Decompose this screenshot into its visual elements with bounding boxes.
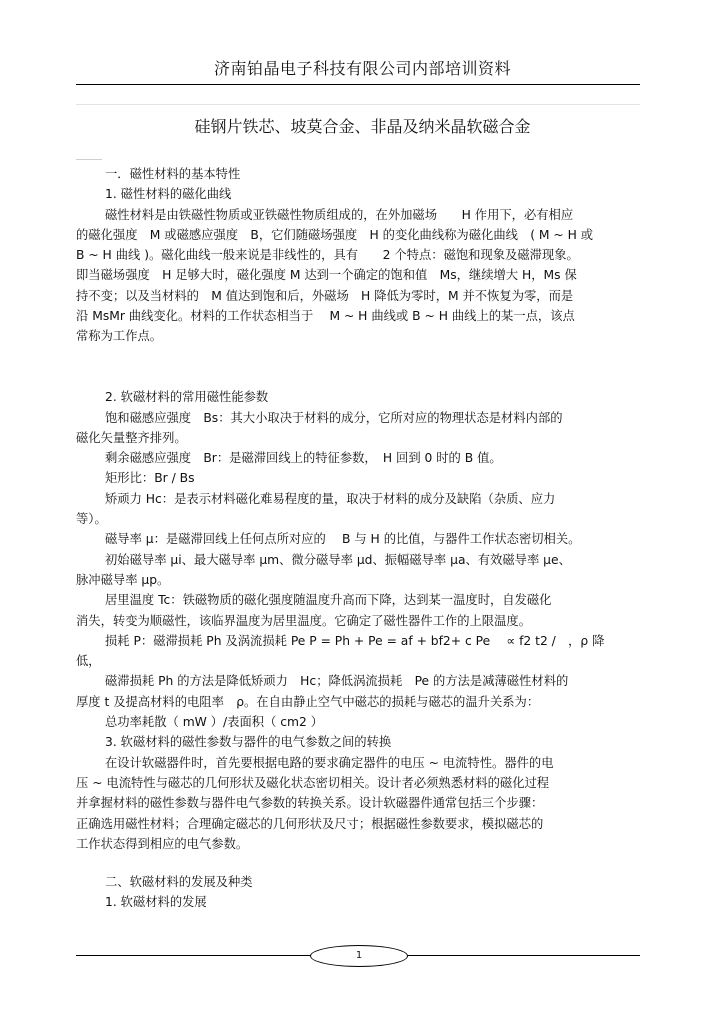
paragraph-line: 饱和磁感应强度 Bs：其大小取决于材料的成分，它所对应的物理状态是材料内部的 bbox=[105, 410, 563, 425]
paragraph-line: 在设计软磁器件时，首先要根据电路的要求确定器件的电压 ~ 电流特性。器件的电 bbox=[105, 755, 554, 770]
spacer bbox=[76, 854, 644, 872]
spacer bbox=[76, 347, 644, 388]
section-heading: 二、软磁材料的发展及种类 bbox=[105, 875, 253, 890]
paragraph-line: 磁化矢量整齐排列。 bbox=[76, 430, 187, 445]
section-heading: 一．磁性材料的基本特性 bbox=[105, 167, 241, 181]
paragraph-line: 磁性材料是由铁磁性物质或亚铁磁性物质组成的，在外加磁场 H 作用下，必有相应 bbox=[105, 207, 574, 222]
paragraph-line: 消失，转变为顺磁性，该临界温度为居里温度。它确定了磁性器件工作的上限温度。 bbox=[76, 613, 531, 628]
page-header-title: 济南铂晶电子科技有限公司内部培训资料 bbox=[213, 59, 511, 78]
subsection-heading: 2. 软磁材料的常用磁性能参数 bbox=[105, 390, 269, 405]
header-divider bbox=[76, 84, 640, 85]
paragraph-line: 低， bbox=[76, 654, 101, 669]
paragraph-line: 磁滞损耗 Ph 的方法是降低矫顽力 Hc；降低涡流损耗 Pe 的方法是减薄磁性材料的 bbox=[105, 674, 569, 689]
document-title: 硅钢片铁芯、坡莫合金、非晶及纳米晶软磁合金 bbox=[194, 117, 531, 136]
paragraph-line: B ~ H 曲线 )。磁化曲线一般来说是非线性的，具有 2 个特点：磁饱和现象及磁滞现象。 bbox=[76, 248, 579, 263]
paragraph-line: 正确选用磁性材料；合理确定磁芯的几何形状及尺寸；根据磁性参数要求，模拟磁芯的 bbox=[76, 816, 544, 831]
margin-mark bbox=[76, 159, 102, 160]
document-body bbox=[76, 164, 644, 913]
subsection-heading: 1. 软磁材料的发展 bbox=[105, 895, 207, 910]
paragraph-line: 厚度 t 及提高材料的电阻率 ρ。在自由静止空气中磁芯的损耗与磁芯的温升关系为： bbox=[76, 694, 540, 709]
paragraph-line: 磁导率 μ：是磁滞回线上任何点所对应的 B 与 H 的比值，与器件工作状态密切相关。 bbox=[105, 532, 581, 547]
paragraph-line: 初始磁导率 μi、最大磁导率 μm、微分磁导率 μd、振幅磁导率 μa、有效磁导率 μe、 bbox=[105, 552, 571, 567]
paragraph-line: 脉冲磁导率 μp。 bbox=[76, 572, 170, 587]
paragraph-line: 矫顽力 Hc：是表示材料磁化难易程度的量，取决于材料的成分及缺陷（杂质、应力 bbox=[105, 491, 556, 506]
paragraph-line: 居里温度 Tc：铁磁物质的磁化强度随温度升高而下降，达到某一温度时，自发磁化 bbox=[105, 593, 552, 608]
faint-divider bbox=[76, 104, 640, 105]
paragraph-line: 总功率耗散（ mW ）/表面积（ cm2 ） bbox=[105, 715, 324, 730]
subsection-heading: 1. 磁性材料的磁化曲线 bbox=[105, 187, 232, 202]
paragraph-line: 并拿握材料的磁性参数与器件电气参数的转换关系。设计软磁器件通常包括三个步骤： bbox=[76, 796, 544, 811]
paragraph-line: 等）。 bbox=[76, 512, 107, 527]
page-number: 1 bbox=[310, 945, 408, 967]
paragraph-line: 损耗 P：磁滞损耗 Ph 及涡流损耗 Pe P = Ph + Pe = af + bf2+ c Pe ∝ f2 t2 / ，ρ 降 bbox=[105, 633, 605, 648]
paragraph-line: 持不变；以及当材料的 M 值达到饱和后，外磁场 H 降低为零时，M 并不恢复为零，而是 bbox=[76, 288, 574, 303]
paragraph-line: 沿 MsMr 曲线变化。材料的工作状态相当于 M ~ H 曲线或 B ~ H 曲线上的某一点，该点 bbox=[76, 309, 575, 324]
paragraph-line: 即当磁场强度 H 足够大时，磁化强度 M 达到一个确定的饱和值 Ms，继续增大 H，Ms 保 bbox=[76, 268, 577, 283]
paragraph-line: 工作状态得到相应的电气参数。 bbox=[76, 836, 249, 851]
subsection-heading: 3. 软磁材料的磁性参数与器件的电气参数之间的转换 bbox=[105, 735, 392, 750]
paragraph-line: 剩余磁感应强度 Br：是磁滞回线上的特征参数， H 回到 0 时的 B 值。 bbox=[105, 451, 502, 466]
paragraph-line: 的磁化强度 M 或磁感应强度 B，它们随磁场强度 H 的变化曲线称为磁化曲线 ( M ~ H 或 bbox=[76, 227, 594, 242]
paragraph-line: 常称为工作点。 bbox=[76, 329, 163, 344]
paragraph-line: 矩形比：Br / Bs bbox=[105, 471, 195, 486]
paragraph-line: 压 ~ 电流特性与磁芯的几何形状及磁化状态密切相关。设计者必须熟悉材料的磁化过程 bbox=[76, 775, 550, 790]
